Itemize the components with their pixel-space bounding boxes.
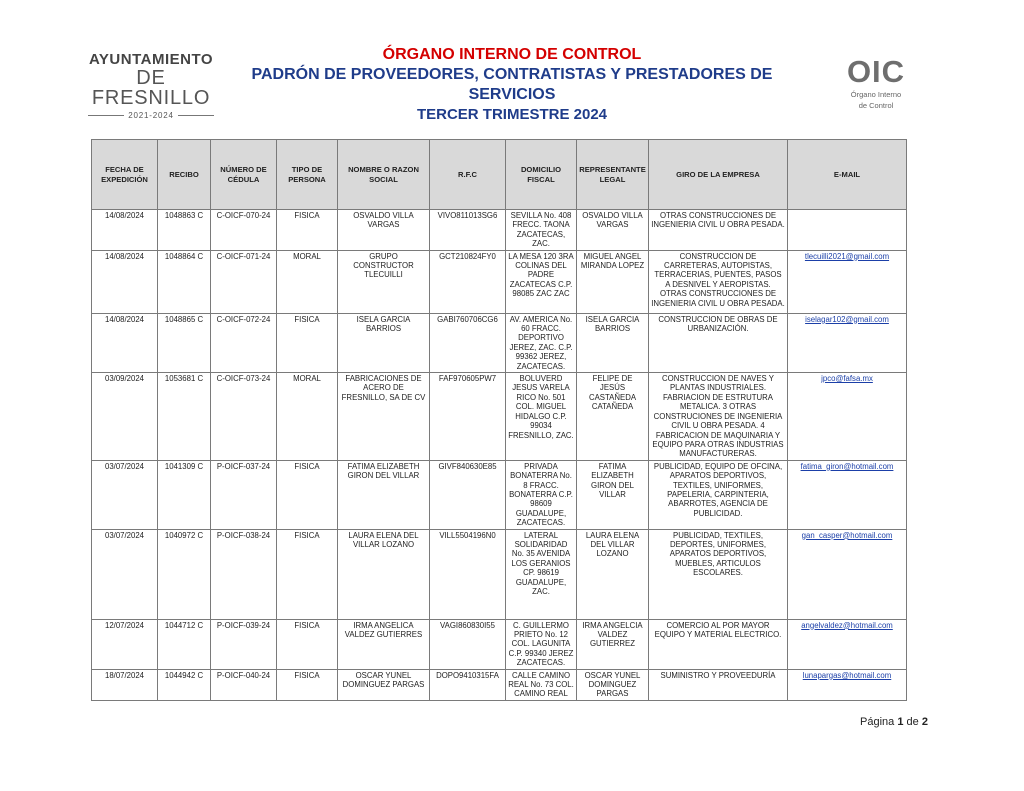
- cell-giro: CONSTRUCCION DE OBRAS DE URBANIZACIÓN.: [649, 313, 788, 372]
- cell-domicilio: CALLE CAMINO REAL No. 73 COL. CAMINO REAL: [506, 669, 577, 700]
- cell-cedula: P-OICF-040-24: [211, 669, 277, 700]
- cell-fecha: 18/07/2024: [92, 669, 158, 700]
- column-header: DOMICILIO FISCAL: [506, 140, 577, 210]
- cell-cedula: C-OICF-071-24: [211, 250, 277, 313]
- cell-giro: CONSTRUCCION DE CARRETERAS, AUTOPISTAS, TERRACERIAS, PUENTES, PASOS A DESNIVEL Y AEROPISTAS. OTRAS CONSTRUCCIONES DE INGENIERIA CIVIL U OBRA PESADA.: [649, 250, 788, 313]
- cell-giro: CONSTRUCCION DE NAVES Y PLANTAS INDUSTRIALES. FABRIACION DE ESTRUTURA METALICA. 3 OTRAS CONSTRUCIONES DE INGENIERIA CIVIL U OBRA PESADA. 4 FABRICACION DE MAQUINARIA Y EQUIPO PARA OTRAS INDUSTRIAS MANUFACTURERAS.: [649, 373, 788, 461]
- oic-logo: [836, 56, 916, 116]
- table-row: [92, 210, 907, 251]
- cell-fecha: 03/09/2024: [92, 373, 158, 461]
- cell-nombre: OSVALDO VILLA VARGAS: [338, 210, 430, 251]
- column-header: E-MAIL: [788, 140, 907, 210]
- title-line-3: TERCER TRIMESTRE 2024: [416, 106, 608, 123]
- cell-domicilio: SEVILLA No. 408 FRECC. TAONA ZACATECAS, ZAC.: [506, 210, 577, 251]
- cell-domicilio: C. GUILLERMO PRIETO No. 12 COL. LAGUNITA C.P. 99340 JEREZ ZACATECAS.: [506, 619, 577, 669]
- cell-tipo: FISICA: [277, 619, 338, 669]
- current-page: 1: [897, 716, 904, 728]
- cell-tipo: FISICA: [277, 460, 338, 529]
- of-label: de: [906, 716, 919, 728]
- cell-recibo: 1041309 C: [158, 460, 211, 529]
- logo-line-3: [88, 111, 214, 120]
- cell-tipo: FISICA: [277, 313, 338, 372]
- cell-email[interactable]: gan_casper@hotmail.com: [788, 529, 907, 619]
- cell-representante: FELIPE DE JESÚS CASTAÑEDA CATAÑEDA: [577, 373, 649, 461]
- cell-rfc: VILL5504196N0: [430, 529, 506, 619]
- cell-giro: SUMINISTRO Y PROVEEDURÍA: [649, 669, 788, 700]
- cell-rfc: VAGI860830I55: [430, 619, 506, 669]
- cell-email[interactable]: jpco@fafsa.mx: [788, 373, 907, 461]
- cell-representante: IRMA ANGELCIA VALDEZ GUTIERREZ: [577, 619, 649, 669]
- cell-giro: PUBLICIDAD, TEXTILES, DEPORTES, UNIFORMES, APARATOS DEPORTIVOS, MUEBLES, ARTICULOS ESCOLARES.: [649, 529, 788, 619]
- cell-representante: ISELA GARCIA BARRIOS: [577, 313, 649, 372]
- cell-fecha: 14/08/2024: [92, 210, 158, 251]
- cell-domicilio: LA MESA 120 3RA COLINAS DEL PADRE ZACATECAS C.P. 98085 ZAC ZAC: [506, 250, 577, 313]
- cell-representante: FATIMA ELIZABETH GIRON DEL VILLAR: [577, 460, 649, 529]
- cell-cedula: P-OICF-037-24: [211, 460, 277, 529]
- cell-tipo: FISICA: [277, 529, 338, 619]
- cell-cedula: C-OICF-070-24: [211, 210, 277, 251]
- cell-email[interactable]: tlecuilli2021@gmail.com: [788, 250, 907, 313]
- oic-acronym: OIC: [846, 54, 906, 89]
- cell-email[interactable]: fatima_giron@hotmail.com: [788, 460, 907, 529]
- column-header: NOMBRE O RAZON SOCIAL: [338, 140, 430, 210]
- oic-sub-1: Órgano Interno: [850, 90, 902, 99]
- cell-representante: LAURA ELENA DEL VILLAR LOZANO: [577, 529, 649, 619]
- cell-email[interactable]: lunapargas@hotmail.com: [788, 669, 907, 700]
- cell-rfc: GCT210824FY0: [430, 250, 506, 313]
- page-counter: [860, 716, 928, 728]
- logo-line-2: DE FRESNILLO: [91, 67, 211, 109]
- cell-cedula: P-OICF-039-24: [211, 619, 277, 669]
- cell-fecha: 12/07/2024: [92, 619, 158, 669]
- table-row: [92, 373, 907, 461]
- table-row: [92, 619, 907, 669]
- column-header: GIRO DE LA EMPRESA: [649, 140, 788, 210]
- title-line-2: PADRÓN DE PROVEEDORES, CONTRATISTAS Y PRESTADORES DE SERVICIOS: [251, 66, 773, 103]
- total-pages: 2: [921, 716, 928, 728]
- cell-recibo: 1048865 C: [158, 313, 211, 372]
- cell-rfc: GIVF840630E85: [430, 460, 506, 529]
- cell-representante: OSCAR YUNEL DOMINGUEZ PARGAS: [577, 669, 649, 700]
- cell-fecha: 03/07/2024: [92, 529, 158, 619]
- cell-tipo: FISICA: [277, 669, 338, 700]
- cell-giro: PUBLICIDAD, EQUIPO DE OFCINA, APARATOS DEPORTIVOS, TEXTILES, UNIFORMES, PAPELERIA, CARPINTERIA, ABARROTES, AGENCIA DE PUBLICIDAD.: [649, 460, 788, 529]
- cell-domicilio: AV. AMERICA No. 60 FRACC. DEPORTIVO JEREZ, ZAC. C.P. 99362 JEREZ, ZACATECAS.: [506, 313, 577, 372]
- cell-nombre: LAURA ELENA DEL VILLAR LOZANO: [338, 529, 430, 619]
- table-row: [92, 250, 907, 313]
- cell-nombre: ISELA GARCIA BARRIOS: [338, 313, 430, 372]
- cell-rfc: DOPO9410315FA: [430, 669, 506, 700]
- cell-nombre: IRMA ANGELICA VALDEZ GUTIERRES: [338, 619, 430, 669]
- cell-giro: COMERCIO AL POR MAYOR EQUIPO Y MATERIAL ELECTRICO.: [649, 619, 788, 669]
- table-row: [92, 669, 907, 700]
- cell-giro: OTRAS CONSTRUCCIONES DE INGENIERIA CIVIL U OBRA PESADA.: [649, 210, 788, 251]
- cell-fecha: 14/08/2024: [92, 250, 158, 313]
- cell-nombre: FABRICACIONES DE ACERO DE FRESNILLO, SA DE CV: [338, 373, 430, 461]
- page-label: Página: [860, 716, 895, 728]
- cell-domicilio: PRIVADA BONATERRA No. 8 FRACC. BONATERRA C.P. 98609 GUADALUPE, ZACATECAS.: [506, 460, 577, 529]
- cell-domicilio: LATERAL SOLIDARIDAD No. 35 AVENIDA LOS GERANIOS CP. 98619 GUADALUPE, ZAC.: [506, 529, 577, 619]
- cell-rfc: VIVO811013SG6: [430, 210, 506, 251]
- document-title: [210, 45, 814, 124]
- cell-fecha: 03/07/2024: [92, 460, 158, 529]
- oic-sub-2: de Control: [858, 101, 894, 110]
- table-row: [92, 313, 907, 372]
- cell-cedula: C-OICF-073-24: [211, 373, 277, 461]
- column-header: REPRESENTANTE LEGAL: [577, 140, 649, 210]
- cell-representante: MIGUEL ANGEL MIRANDA LOPEZ: [577, 250, 649, 313]
- logo-years: 2021-2024: [128, 111, 174, 120]
- cell-recibo: 1040972 C: [158, 529, 211, 619]
- cell-cedula: C-OICF-072-24: [211, 313, 277, 372]
- cell-tipo: MORAL: [277, 373, 338, 461]
- cell-domicilio: BOLUVERD JESUS VARELA RICO No. 501 COL. MIGUEL HIDALGO C.P. 99034 FRESNILLO, ZAC.: [506, 373, 577, 461]
- cell-rfc: FAF970605PW7: [430, 373, 506, 461]
- column-header: R.F.C: [430, 140, 506, 210]
- title-line-1: ÓRGANO INTERNO DE CONTROL: [382, 46, 642, 63]
- cell-email[interactable]: [788, 210, 907, 251]
- column-header: RECIBO: [158, 140, 211, 210]
- table-header-row: [92, 140, 907, 210]
- cell-email[interactable]: iselagar102@gmail.com: [788, 313, 907, 372]
- cell-tipo: MORAL: [277, 250, 338, 313]
- cell-representante: OSVALDO VILLA VARGAS: [577, 210, 649, 251]
- cell-recibo: 1048863 C: [158, 210, 211, 251]
- cell-nombre: OSCAR YUNEL DOMINGUEZ PARGAS: [338, 669, 430, 700]
- table-row: [92, 529, 907, 619]
- cell-recibo: 1044712 C: [158, 619, 211, 669]
- logo-line-1: AYUNTAMIENTO: [88, 51, 214, 68]
- column-header: NÚMERO DE CÉDULA: [211, 140, 277, 210]
- providers-table: [91, 139, 907, 701]
- cell-recibo: 1048864 C: [158, 250, 211, 313]
- table-row: [92, 460, 907, 529]
- column-header: FECHA DE EXPEDICIÓN: [92, 140, 158, 210]
- cell-email[interactable]: angelvaldez@hotmail.com: [788, 619, 907, 669]
- cell-fecha: 14/08/2024: [92, 313, 158, 372]
- cell-nombre: GRUPO CONSTRUCTOR TLECUILLI: [338, 250, 430, 313]
- cell-tipo: FISICA: [277, 210, 338, 251]
- cell-nombre: FATIMA ELIZABETH GIRON DEL VILLAR: [338, 460, 430, 529]
- ayuntamiento-logo: [88, 51, 214, 120]
- cell-rfc: GABI760706CG6: [430, 313, 506, 372]
- cell-cedula: P-OICF-038-24: [211, 529, 277, 619]
- column-header: TIPO DE PERSONA: [277, 140, 338, 210]
- cell-recibo: 1053681 C: [158, 373, 211, 461]
- cell-recibo: 1044942 C: [158, 669, 211, 700]
